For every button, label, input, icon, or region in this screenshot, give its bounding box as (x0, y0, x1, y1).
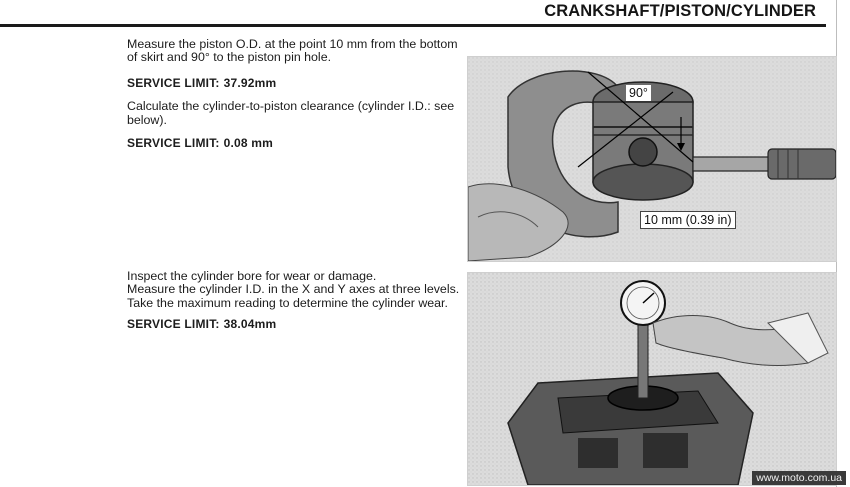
inspect-instruction: Inspect the cylinder bore for wear or damage. (127, 269, 377, 283)
reading-instruction: Take the maximum reading to determine the cylinder wear. (127, 295, 448, 310)
clearance-service-limit (127, 137, 467, 150)
piston-service-limit (127, 77, 467, 90)
service-limit-value: 0.08 mm (223, 136, 274, 151)
header-rule (0, 24, 826, 27)
service-limit-label: SERVICE LIMIT: (127, 75, 220, 90)
watermark: www.moto.com.ua (752, 471, 846, 485)
service-limit-label: SERVICE LIMIT: (127, 136, 220, 151)
clearance-instruction: Calculate the cylinder-to-piston clearance (cylinder I.D.: see below). (127, 99, 455, 127)
cylinder-service-limit (127, 318, 467, 331)
piston-text-section (127, 38, 467, 150)
service-limit-label: SERVICE LIMIT: (127, 317, 220, 332)
cylinder-gauge-illustration (468, 273, 836, 485)
piston-measure-instruction: Measure the piston O.D. at the point 10 mm from the bottom of skirt and 90° to the piston pin hole. (127, 37, 458, 65)
service-limit-value: 37.92mm (223, 75, 277, 90)
distance-label: 10 mm (0.39 in) (640, 211, 736, 229)
piston-micrometer-illustration (468, 57, 836, 261)
cylinder-measurement-figure (467, 272, 837, 486)
service-limit-value: 38.04mm (223, 317, 277, 332)
cylinder-measure-instruction: Measure the cylinder I.D. in the X and Y axes at three levels. (127, 282, 460, 297)
piston-measurement-figure (467, 56, 837, 262)
angle-label: 90° (626, 85, 651, 101)
page-title: CRANKSHAFT/PISTON/CYLINDER (544, 2, 816, 20)
cylinder-text-section (127, 270, 467, 332)
